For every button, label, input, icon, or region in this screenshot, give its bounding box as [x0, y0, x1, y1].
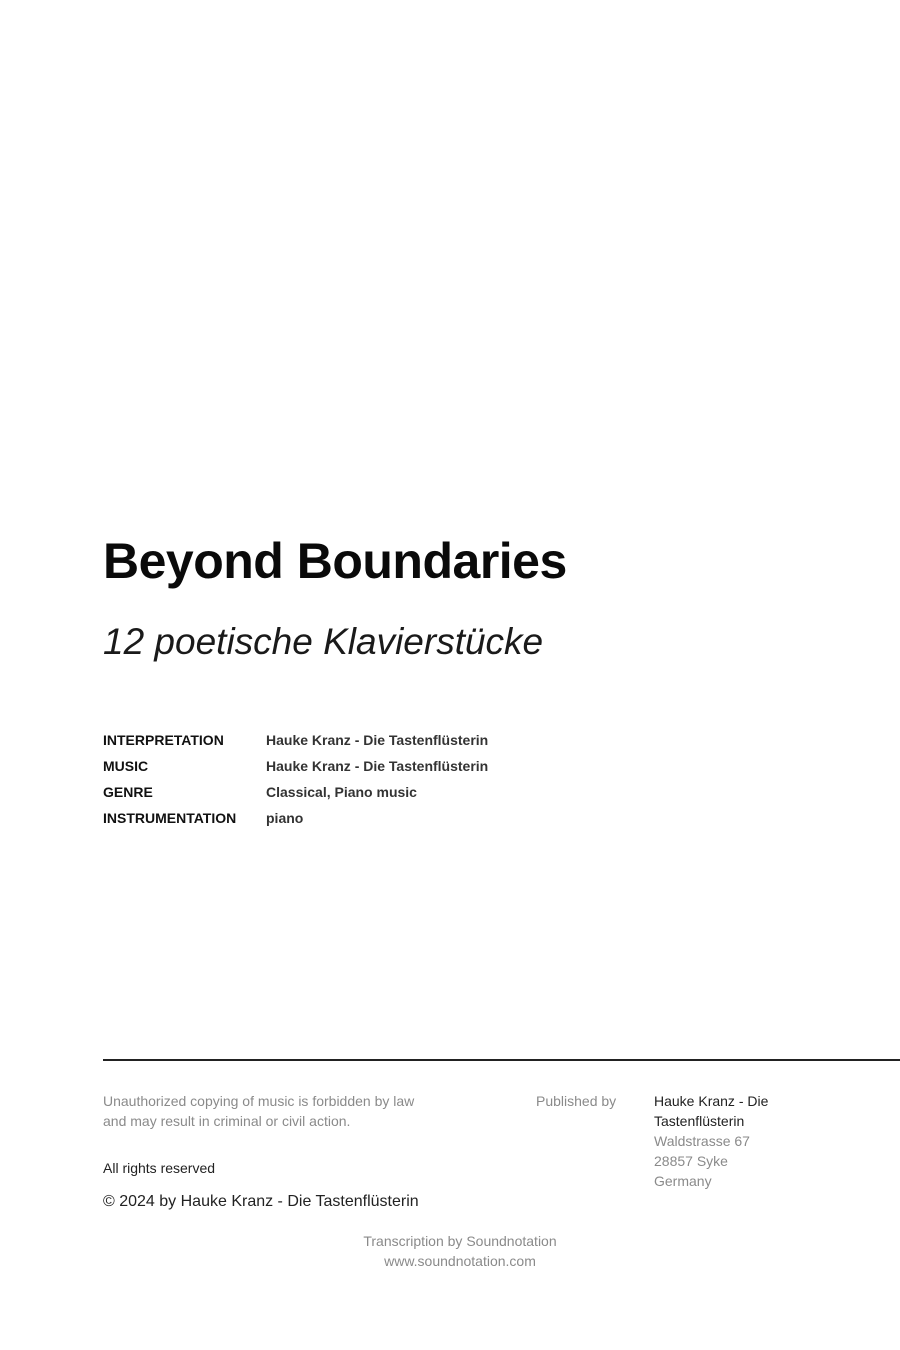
publisher-name: Tastenflüsterin: [654, 1113, 745, 1129]
publisher-block: [654, 1091, 814, 1191]
legal-notice: [103, 1091, 483, 1131]
metadata-table: [103, 727, 603, 831]
publisher-street: Waldstrasse 67: [654, 1133, 750, 1149]
copyright-notice: © 2024 by Hauke Kranz - Die Tastenflüsterin: [103, 1193, 419, 1210]
meta-row-music: [103, 753, 603, 779]
meta-value: Classical, Piano music: [266, 784, 417, 800]
publisher-city: 28857 Syke: [654, 1153, 728, 1169]
page-title: Beyond Boundaries: [103, 533, 567, 589]
rights-reserved: All rights reserved: [103, 1160, 216, 1176]
meta-value: piano: [266, 810, 304, 826]
meta-key: INTERPRETATION: [103, 732, 224, 748]
meta-key: MUSIC: [103, 758, 149, 774]
transcription-text: Transcription by Soundnotation: [363, 1233, 557, 1249]
publisher-name: Hauke Kranz - Die: [654, 1093, 769, 1109]
meta-value: Hauke Kranz - Die Tastenflüsterin: [266, 758, 489, 774]
meta-row-genre: [103, 779, 603, 805]
meta-key: INSTRUMENTATION: [103, 810, 237, 826]
page-subtitle: 12 poetische Klavierstücke: [103, 621, 544, 662]
publisher-country: Germany: [654, 1173, 712, 1189]
legal-line: Unauthorized copying of music is forbidden by law: [103, 1093, 415, 1109]
meta-value: Hauke Kranz - Die Tastenflüsterin: [266, 732, 489, 748]
legal-line: and may result in criminal or civil action.: [103, 1113, 351, 1129]
meta-key: GENRE: [103, 784, 153, 800]
footer-divider: [103, 1059, 900, 1061]
website-link[interactable]: www.soundnotation.com: [384, 1253, 536, 1269]
meta-row-instrumentation: [103, 805, 603, 831]
transcription-credit: [0, 1231, 900, 1271]
meta-row-interpretation: [103, 727, 603, 753]
published-by-label: Published by: [536, 1093, 617, 1109]
